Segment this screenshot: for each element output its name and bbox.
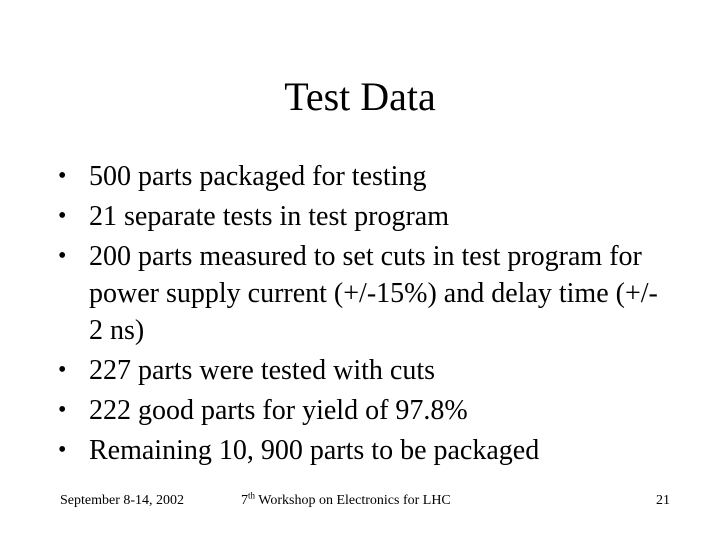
- bullet-text: 21 separate tests in test program: [89, 201, 450, 232]
- bullet-item: [58, 198, 658, 235]
- bullet-item: [58, 352, 658, 389]
- bullet-icon: •: [58, 243, 67, 269]
- bullet-icon: •: [58, 397, 67, 423]
- bullet-icon: •: [58, 437, 67, 463]
- bullet-icon: •: [58, 163, 67, 189]
- footer-date: September 8-14, 2002: [60, 493, 185, 508]
- bullet-list: [58, 158, 658, 472]
- bullet-item: [58, 158, 658, 195]
- bullet-text: 500 parts packaged for testing: [89, 161, 427, 192]
- slide-title: Test Data: [284, 74, 436, 119]
- bullet-icon: •: [58, 357, 67, 383]
- footer-workshop-ordinal: th: [248, 490, 256, 501]
- bullet-icon: •: [58, 203, 67, 229]
- bullet-text: 222 good parts for yield of 97.8%: [89, 395, 468, 426]
- bullet-item: [58, 392, 658, 429]
- bullet-text: Remaining 10, 900 parts to be packaged: [89, 435, 540, 466]
- bullet-item: [58, 432, 658, 469]
- bullet-text: 227 parts were tested with cuts: [89, 355, 436, 386]
- bullet-text: 200 parts measured to set cuts in test program for power supply current (+/-15%) and delay time (+/- 2 ns): [89, 241, 658, 346]
- bullet-item: [58, 238, 658, 349]
- footer-page-number: 21: [656, 493, 670, 508]
- footer-workshop-name: Workshop on Electronics for LHC: [255, 493, 451, 508]
- footer-workshop-number: 7: [241, 493, 248, 508]
- footer-workshop: [241, 492, 501, 510]
